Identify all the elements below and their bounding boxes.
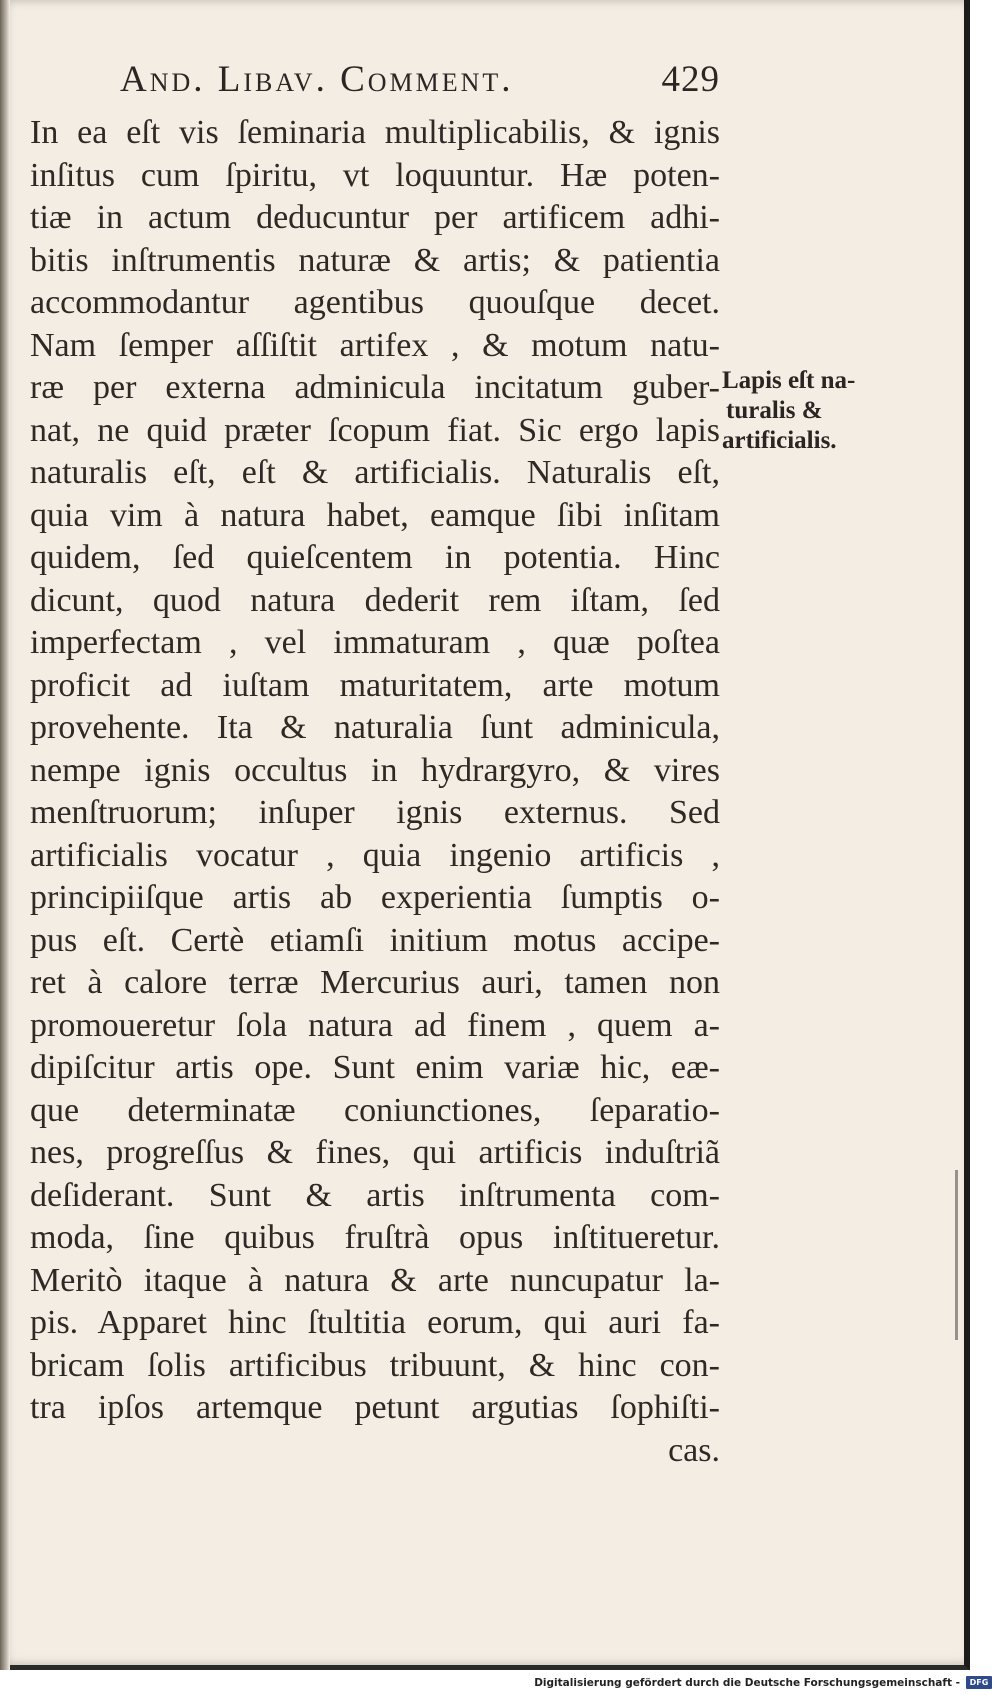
text-line: inſitus cum ſpiritu, vt loquuntur. Hæ poten- (30, 156, 720, 194)
text-line: bitis inſtrumentis naturæ & artis; & patientia (30, 241, 720, 279)
marginal-note-line: artificialis. (722, 427, 837, 454)
text-line: deſiderant. Sunt & artis inſtrumenta com- (30, 1176, 720, 1214)
marginal-note-line: Lapis eſt na- (722, 367, 856, 394)
text-line: imperfectam , vel immaturam , quæ poſtea (30, 624, 720, 661)
body-text (30, 112, 720, 1472)
text-line: menſtruorum; inſuper ignis externus. Sed (30, 794, 720, 831)
text-line: ret à calore terræ Mercurius auri, tamen non (30, 964, 720, 1001)
text-line: proficit ad iuſtam maturitatem, arte motum (30, 666, 720, 704)
running-head (120, 58, 720, 101)
text-line: In ea eſt vis ſeminaria multiplicabilis, & ignis (30, 114, 720, 151)
page-edge-mark (955, 1170, 958, 1340)
funding-note: Digitalisierung gefördert durch die Deutsche Forschungsgemeinschaft - (534, 1676, 960, 1689)
text-line: tiæ in actum deducuntur per artificem adhi- (30, 199, 720, 236)
text-line: pus eſt. Certè etiamſi initium motus accipe- (30, 921, 720, 959)
text-line: dicunt, quod natura dederit rem iſtam, ſed (30, 581, 720, 619)
text-line: promoueretur ſola natura ad finem , quem a- (30, 1006, 720, 1044)
text-line: dipiſcitur artis ope. Sunt enim variæ hic, eæ- (30, 1049, 720, 1086)
text-line: que determinatæ coniunctiones, ſeparatio- (30, 1091, 720, 1129)
text-line: provehente. Ita & naturalia ſunt adminicula, (30, 709, 720, 746)
text-line: Nam ſemper aſſiſtit artifex , & motum natu- (30, 326, 720, 364)
text-line: nes, progreſſus & fines, qui artificis induſtriã (30, 1134, 720, 1171)
text-line: nempe ignis occultus in hydrargyro, & vires (30, 751, 720, 789)
page-gutter-shadow (0, 0, 10, 1670)
text-line: moda, ſine quibus fruſtrà opus inſtitueretur. (30, 1219, 720, 1256)
dfg-logo-icon: DFG (966, 1676, 992, 1689)
text-line: tra ipſos artemque petunt argutias ſophiſti- (30, 1389, 720, 1426)
footer-bar (0, 1670, 1000, 1695)
marginal-note (722, 366, 882, 456)
text-line: ræ per externa adminicula incitatum guber- (30, 369, 720, 406)
text-line: pis. Apparet hinc ſtultitia eorum, qui auri fa- (30, 1304, 720, 1341)
text-line: quia vim à natura habet, eamque ſibi inſitam (30, 496, 720, 534)
marginal-note-line: turalis & (726, 397, 823, 424)
text-line: principiiſque artis ab experientia ſumptis o- (30, 879, 720, 916)
text-line: Meritò itaque à natura & arte nuncupatur la- (30, 1261, 720, 1299)
text-line: accommodantur agentibus quouſque decet. (30, 284, 720, 321)
text-line: bricam ſolis artificibus tribuunt, & hinc con- (30, 1346, 720, 1384)
text-line: quidem, ſed quieſcentem in potentia. Hinc (30, 539, 720, 576)
text-line: nat, ne quid præter ſcopum fiat. Sic ergo lapis (30, 411, 720, 449)
text-line: naturalis eſt, eſt & artificialis. Naturalis eſt, (30, 454, 720, 491)
text-line: artificialis vocatur , quia ingenio artificis , (30, 836, 720, 874)
page-number: 429 (661, 59, 720, 100)
text-line-final: cas. (668, 1431, 720, 1469)
running-title: And. Libav. Comment. (120, 59, 514, 100)
